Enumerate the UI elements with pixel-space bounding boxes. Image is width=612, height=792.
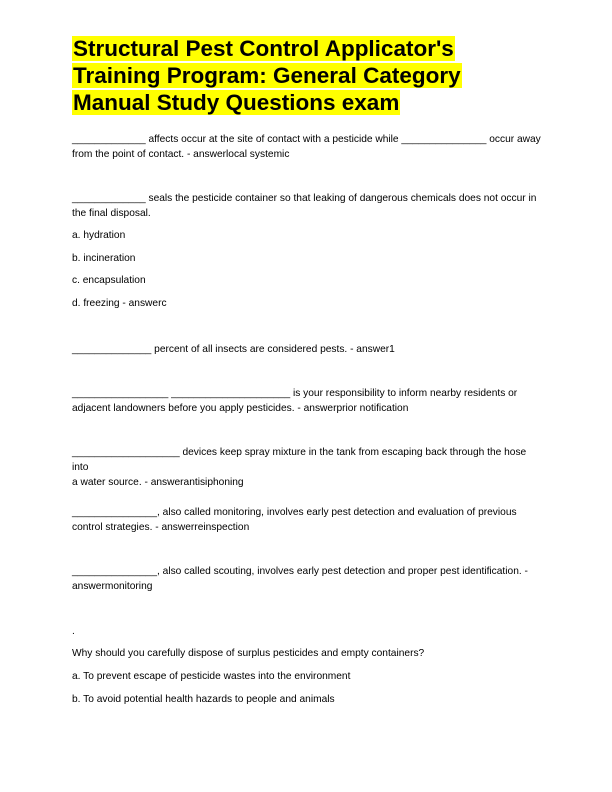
title-line: Manual Study Questions exam	[73, 90, 400, 115]
question-2-option: b. incineration	[72, 253, 136, 264]
question-2-option: a. hydration	[72, 230, 126, 241]
question-6-text: _______________, also called monitoring, involves early pest detection and evaluation of previous control strategies. - answerreinspection	[72, 507, 517, 533]
question-4-text: _________________ _____________________ is your responsibility to inform nearby residents or adjacent landowners before you apply pesticides. - answerprior notification	[72, 388, 518, 414]
question-3-text: ______________ percent of all insects are considered pests. - answer1	[72, 344, 395, 355]
question-2-option: d. freezing - answerc	[72, 298, 167, 309]
question-8-option: a. To prevent escape of pesticide wastes into the environment	[72, 671, 351, 682]
question-1-text: _____________ affects occur at the site of contact with a pesticide while _______________ occur away from the point of contact. - answerlocal systemic	[72, 134, 541, 160]
question-8-text: Why should you carefully dispose of surplus pesticides and empty containers?	[72, 648, 425, 659]
question-2-option: c. encapsulation	[72, 275, 146, 286]
question-5-text: ___________________ devices keep spray mixture in the tank from escaping back through the hose into a water source. - answerantisiphoning	[72, 447, 527, 488]
question-8-option: b. To avoid potential health hazards to people and animals	[72, 694, 335, 705]
separator-dot: .	[72, 626, 75, 637]
question-7-text: _______________, also called scouting, involves early pest detection and proper pest identification. - answermonitoring	[72, 566, 528, 592]
question-2-text: _____________ seals the pesticide container so that leaking of dangerous chemicals does not occur in the final disposal.	[72, 193, 537, 219]
title-line: Training Program: General Category	[73, 63, 461, 88]
document-title	[72, 35, 542, 116]
title-line: Structural Pest Control Applicator's	[73, 36, 454, 61]
